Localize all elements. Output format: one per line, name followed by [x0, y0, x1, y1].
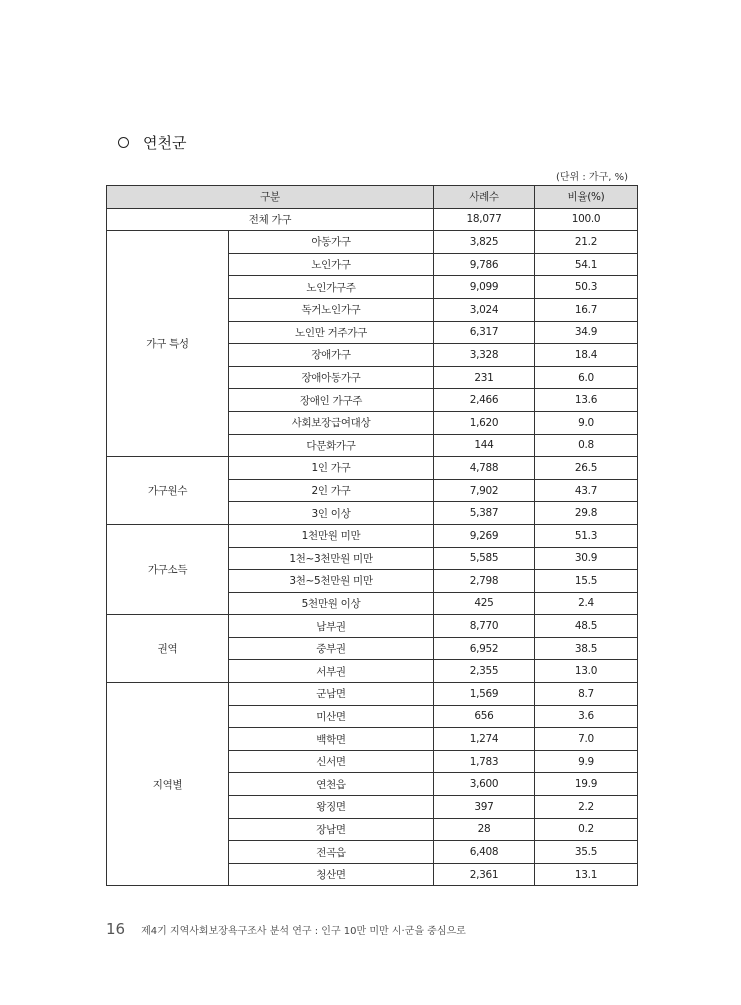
row-ratio: 30.9 — [535, 547, 638, 570]
total-ratio: 100.0 — [535, 208, 638, 231]
row-count: 2,355 — [434, 660, 535, 683]
row-label: 왕징면 — [229, 796, 434, 819]
section-title-text: 연천군 — [143, 134, 187, 152]
row-label: 다문화가구 — [229, 434, 434, 457]
row-label: 중부권 — [229, 637, 434, 660]
row-ratio: 54.1 — [535, 253, 638, 276]
row-ratio: 15.5 — [535, 570, 638, 593]
total-label: 전체 가구 — [107, 208, 434, 231]
row-ratio: 19.9 — [535, 773, 638, 796]
row-label: 전곡읍 — [229, 841, 434, 864]
row-ratio: 21.2 — [535, 231, 638, 254]
row-count: 1,274 — [434, 728, 535, 751]
section-title — [118, 132, 186, 153]
row-count: 9,786 — [434, 253, 535, 276]
row-ratio: 8.7 — [535, 683, 638, 706]
row-label: 장남면 — [229, 818, 434, 841]
row-ratio: 7.0 — [535, 728, 638, 751]
row-count: 1,783 — [434, 750, 535, 773]
row-ratio: 13.1 — [535, 863, 638, 886]
row-ratio: 29.8 — [535, 502, 638, 525]
row-ratio: 2.2 — [535, 796, 638, 819]
row-count: 6,952 — [434, 637, 535, 660]
row-label: 5천만원 이상 — [229, 592, 434, 615]
row-ratio: 48.5 — [535, 615, 638, 638]
row-label: 연천읍 — [229, 773, 434, 796]
group-label: 가구원수 — [107, 457, 229, 525]
row-label: 독거노인가구 — [229, 298, 434, 321]
row-label: 장애인 가구주 — [229, 389, 434, 412]
row-count: 9,099 — [434, 276, 535, 299]
group-label: 권역 — [107, 615, 229, 683]
circle-bullet-icon — [118, 137, 129, 148]
row-ratio: 35.5 — [535, 841, 638, 864]
header-count: 사례수 — [434, 186, 535, 209]
row-label: 군남면 — [229, 683, 434, 706]
household-stats-table — [106, 185, 638, 886]
row-count: 4,788 — [434, 457, 535, 480]
row-count: 5,387 — [434, 502, 535, 525]
table-row — [107, 615, 638, 638]
row-count: 6,317 — [434, 321, 535, 344]
row-label: 1천~3천만원 미만 — [229, 547, 434, 570]
row-count: 656 — [434, 705, 535, 728]
row-count: 2,798 — [434, 570, 535, 593]
row-count: 3,024 — [434, 298, 535, 321]
row-count: 3,825 — [434, 231, 535, 254]
row-ratio: 26.5 — [535, 457, 638, 480]
row-count: 6,408 — [434, 841, 535, 864]
row-label: 장애가구 — [229, 344, 434, 367]
row-ratio: 34.9 — [535, 321, 638, 344]
page-number: 16 — [106, 920, 126, 938]
page-footer — [106, 920, 466, 938]
row-label: 노인만 거주가구 — [229, 321, 434, 344]
row-ratio: 13.0 — [535, 660, 638, 683]
row-label: 1천만원 미만 — [229, 524, 434, 547]
row-count: 5,585 — [434, 547, 535, 570]
row-label: 1인 가구 — [229, 457, 434, 480]
row-count: 2,466 — [434, 389, 535, 412]
row-label: 노인가구 — [229, 253, 434, 276]
footer-text: 제4기 지역사회보장욕구조사 분석 연구 : 인구 10만 미만 시·군을 중심으로 — [141, 926, 466, 937]
row-count: 144 — [434, 434, 535, 457]
row-label: 사회보장급여대상 — [229, 411, 434, 434]
unit-note: (단위 : 가구, %) — [555, 172, 628, 183]
row-ratio: 38.5 — [535, 637, 638, 660]
row-ratio: 50.3 — [535, 276, 638, 299]
row-label: 서부권 — [229, 660, 434, 683]
row-ratio: 0.8 — [535, 434, 638, 457]
row-count: 28 — [434, 818, 535, 841]
row-count: 7,902 — [434, 479, 535, 502]
total-count: 18,077 — [434, 208, 535, 231]
table-header-row — [107, 186, 638, 209]
header-ratio: 비율(%) — [535, 186, 638, 209]
table-row — [107, 683, 638, 706]
row-label: 백학면 — [229, 728, 434, 751]
row-count: 3,328 — [434, 344, 535, 367]
row-label: 미산면 — [229, 705, 434, 728]
table-row — [107, 457, 638, 480]
row-ratio: 43.7 — [535, 479, 638, 502]
row-label: 3인 이상 — [229, 502, 434, 525]
header-category: 구분 — [107, 186, 434, 209]
row-count: 9,269 — [434, 524, 535, 547]
row-label: 남부권 — [229, 615, 434, 638]
row-label: 신서면 — [229, 750, 434, 773]
row-ratio: 9.9 — [535, 750, 638, 773]
row-count: 231 — [434, 366, 535, 389]
table-row — [107, 231, 638, 254]
row-ratio: 18.4 — [535, 344, 638, 367]
row-count: 8,770 — [434, 615, 535, 638]
row-label: 청산면 — [229, 863, 434, 886]
row-ratio: 13.6 — [535, 389, 638, 412]
row-ratio: 0.2 — [535, 818, 638, 841]
table-row — [107, 524, 638, 547]
group-label: 가구소득 — [107, 524, 229, 614]
group-label: 가구 특성 — [107, 231, 229, 457]
row-count: 1,569 — [434, 683, 535, 706]
row-ratio: 51.3 — [535, 524, 638, 547]
row-ratio: 6.0 — [535, 366, 638, 389]
row-count: 397 — [434, 796, 535, 819]
row-ratio: 2.4 — [535, 592, 638, 615]
row-ratio: 9.0 — [535, 411, 638, 434]
row-count: 2,361 — [434, 863, 535, 886]
row-label: 노인가구주 — [229, 276, 434, 299]
group-label: 지역별 — [107, 683, 229, 886]
row-count: 3,600 — [434, 773, 535, 796]
row-count: 425 — [434, 592, 535, 615]
row-ratio: 16.7 — [535, 298, 638, 321]
row-label: 2인 가구 — [229, 479, 434, 502]
row-label: 장애아동가구 — [229, 366, 434, 389]
row-label: 아동가구 — [229, 231, 434, 254]
total-row — [107, 208, 638, 231]
row-label: 3천~5천만원 미만 — [229, 570, 434, 593]
row-ratio: 3.6 — [535, 705, 638, 728]
row-count: 1,620 — [434, 411, 535, 434]
